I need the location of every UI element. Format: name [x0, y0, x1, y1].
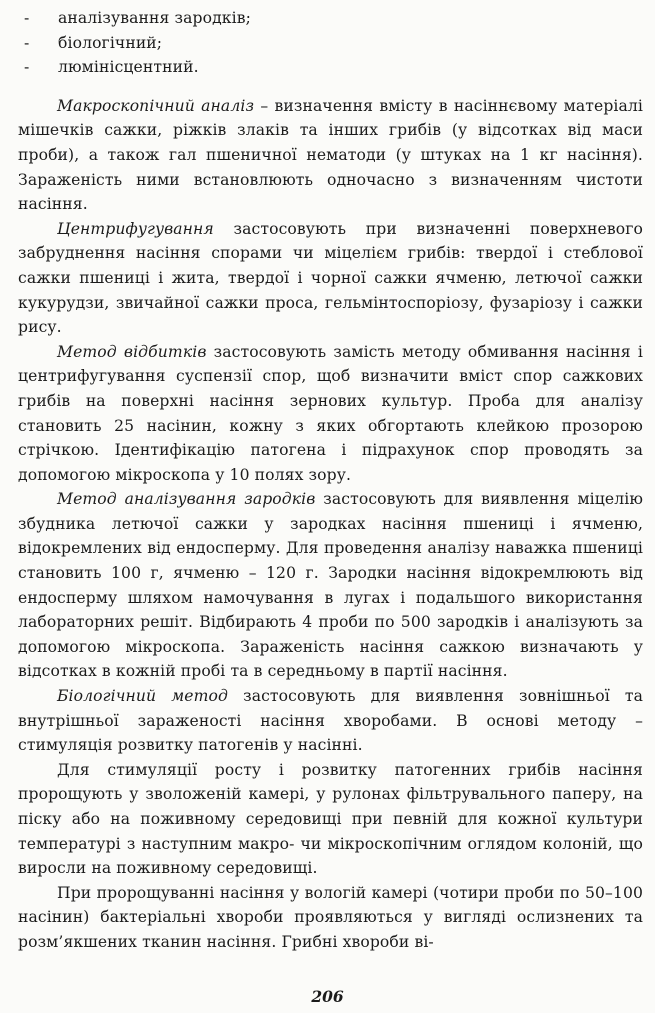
- paragraph-text: Для стимуляції росту і розвитку патогенних грибів насіння пророщують у зволоженій камері, у рулонах фільтрувального паперу, на піску або на поживному середовищі при певній для кожної культури температурі з наступним макро- чи мікроскопічним оглядом колоній, що виросли на поживному середовищі.: [18, 760, 643, 878]
- paragraph-text: застосовують замість методу обмивання насіння і центрифугування суспензії спор, щоб визначити вміст спор сажкових грибів на поверхні насіння зернових культур. Проба для аналізу становить 25 насінин, кожну з яких обгортають клейкою прозорою стрічкою. Ідентифікацію патогена і підрахунок спор проводять за допомогою мікроскопа у 10 полях зору.: [18, 342, 643, 484]
- paragraph-text: – визначення вмісту в насіннєвому матеріалі мішечків сажки, ріжків злаків та інших грибів (у відсотках від маси проби), а також гал пшеничної нематоди (у штуках на 1 кг насіння). Зараженість ними встановлюють одночасно з визначенням чистоти насіння.: [18, 96, 644, 214]
- paragraph-text: При пророщуванні насіння у вологій камері (чотири проби по 50–100 насінин) бактеріальні хвороби проявляються у вигляді ослизнених та розм’якшених тканин насіння. Грибні хвороби ві-: [18, 883, 643, 951]
- paragraph-imprint-method: [18, 340, 643, 488]
- paragraph-text: застосовують для виявлення зовнішньої та внутрішньої зараженості насіння хворобами. В основі методу – стимуляція розвитку патогенів у насінні.: [18, 687, 644, 755]
- list-item: - біологічний;: [58, 31, 643, 56]
- term-imprint-method: Метод відбитків: [57, 342, 207, 361]
- paragraph-text: застосовують для виявлення міцелію збудника летючої сажки у зародках насіння пшениці і ячменю, відокремлених від ендосперму. Для проведення аналізу наважка пшениці становить 100 г, ячменю – 120 г. Зародки насіння відокремлюють від ендосперму шляхом намочування в лугах і подальшого використання лабораторних решіт. Відбирають 4 проби по 500 зародків і аналізують за допомогою мікроскопа. Зараженість насіння сажкою визначають у відсотках в кожній пробі та в середньому в партії насіння.: [18, 490, 643, 681]
- method-list: [18, 6, 643, 80]
- term-centrifugation: Центрифугування: [57, 219, 214, 238]
- page-content: [18, 6, 643, 955]
- paragraph-centrifugation: [18, 217, 643, 340]
- paragraph-moist-chamber: [18, 881, 643, 955]
- list-item: - люмінісцентний.: [58, 55, 643, 80]
- term-biological-method: Біологічний метод: [57, 687, 228, 706]
- paragraph-embryo-analysis: [18, 487, 643, 684]
- paragraph-text: застосовують при визначенні поверхневого забруднення насіння спорами чи міцелієм грибів: твердої і стеблової сажки пшениці і жита, твердої і чорної сажки ячменю, летючої сажки кукурудзи, звичайної сажки проса, гельмінтоспоріозу, фузаріозу і сажки рису.: [18, 219, 643, 337]
- page-number: 206: [311, 987, 344, 1006]
- list-item: - аналізування зародків;: [58, 6, 643, 31]
- paragraph-stimulation: [18, 758, 643, 881]
- paragraph-biological-method: [18, 684, 643, 758]
- term-embryo-analysis: Метод аналізування зародків: [57, 490, 316, 509]
- term-macroscopic-analysis: Макроскопічний аналіз: [57, 96, 255, 115]
- paragraph-macroscopic-analysis: [18, 94, 643, 217]
